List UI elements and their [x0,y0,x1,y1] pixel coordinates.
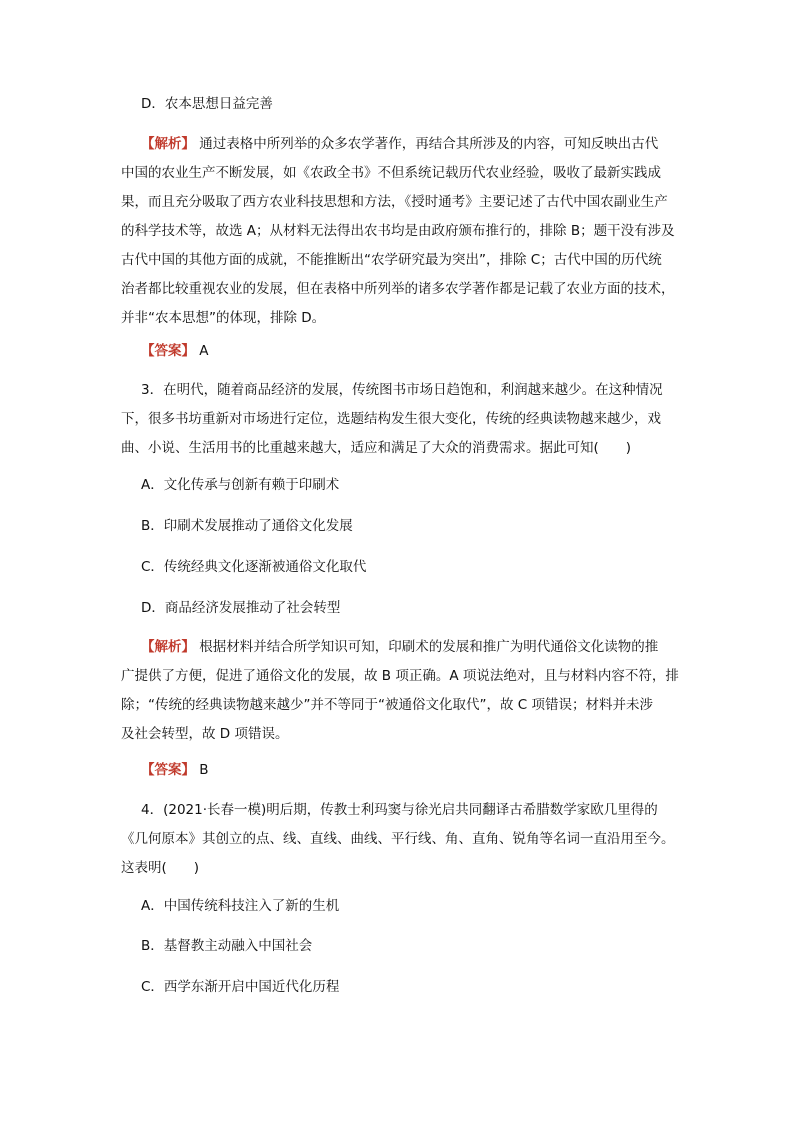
q3-option-c [141,553,701,582]
q3-stem-line: 曲、小说、生活用书的比重越来越大，适应和满足了大众的消费需求。据此可知( ) [121,440,632,456]
q2-analysis-line: 治者都比较重视农业的发展，但在表格中所列举的诸多农学著作都是记载了农业方面的技术， [121,281,675,297]
q4-option-b-text: B．基督教主动融入中国社会 [141,938,313,954]
q3-option-b-text: B．印刷术发展推动了通俗文化发展 [141,518,353,534]
q2-answer [141,337,701,366]
q3-analysis [121,633,681,749]
q3-option-d-text: D．商品经济发展推动了社会转型 [141,600,341,616]
q3-analysis-line: 广提供了方便，促进了通俗文化的发展，故 B 项正确。A 项说法绝对，且与材料内容不符，排 [121,668,679,684]
q2-answer-value: A [199,343,209,359]
q4-option-b [141,932,701,961]
q2-analysis-line: 古代中国的其他方面的成就，不能推断出“农学研究最为突出”，排除 C；古代中国的历代统 [121,252,662,268]
q3-answer-tag: 【答案】 [141,762,195,778]
q4-option-a-text: A．中国传统科技注入了新的生机 [141,898,340,914]
q3-stem-line: 3．在明代，随着商品经济的发展，传统图书市场日趋饱和，利润越来越少。在这种情况 [141,382,663,398]
q4-stem-line: 4．(2021·长春一模)明后期，传教士利玛窦与徐光启共同翻译古希腊数学家欧几里得的 [141,802,658,818]
q2-answer-tag: 【答案】 [141,343,195,359]
q3-option-a-text: A．文化传承与创新有赖于印刷术 [141,477,340,493]
q3-analysis-line: 及社会转型，故 D 项错误。 [121,726,289,742]
q3-option-a [141,471,701,500]
q3-option-b [141,512,701,541]
q4-option-c-text: C．西学东渐开启中国近代化历程 [141,979,340,995]
q2-analysis-line: 中国的农业生产不断发展，如《农政全书》不但系统记载历代农业经验，吸收了最新实践成 [121,165,661,181]
q4-option-a [141,892,701,921]
q2-analysis-text: 通过表格中所列举的众多农学著作，再结合其所涉及的内容，可知反映出古代 [199,136,659,152]
q2-analysis-line: 并非“农本思想”的体现，排除 D。 [121,310,326,326]
q3-stem-line: 下，很多书坊重新对市场进行定位，选题结构发生很大变化，传统的经典读物越来越少，戏 [121,411,661,427]
q3-analysis-line [121,633,681,662]
q3-answer-value: B [199,762,209,778]
q3-analysis-line: 除；“传统的经典读物越来越少”并不等同于“被通俗文化取代”，故 C 项错误；材料并未涉 [121,697,653,713]
q3-option-d [141,594,701,623]
q4-stem-line: 这表明( ) [121,860,200,876]
q2-analysis-line: 的科学技术等，故选 A；从材料无法得出农书均是由政府颁布推行的，排除 B；题干没有涉及 [121,223,675,239]
q4-stem [121,796,681,883]
q2-analysis-tag: 【解析】 [141,136,195,152]
q3-analysis-tag: 【解析】 [141,639,195,655]
q3-answer [141,756,701,785]
q2-option-d [141,90,701,119]
q3-stem [121,376,681,463]
q2-analysis-line: 果，而且充分吸取了西方农业科技思想和方法，《授时通考》主要记述了古代中国农副业生产 [121,194,668,210]
q2-analysis-line [121,130,681,159]
q3-analysis-text: 根据材料并结合所学知识可知，印刷术的发展和推广为明代通俗文化读物的推 [199,639,659,655]
q4-stem-line: 《几何原本》其创立的点、线、直线、曲线、平行线、角、直角、锐角等名词一直沿用至今。 [121,831,675,847]
q2-option-d-text: D．农本思想日益完善 [141,96,273,112]
q3-option-c-text: C．传统经典文化逐渐被通俗文化取代 [141,559,367,575]
q4-option-c [141,973,701,1002]
q2-analysis [121,130,681,333]
